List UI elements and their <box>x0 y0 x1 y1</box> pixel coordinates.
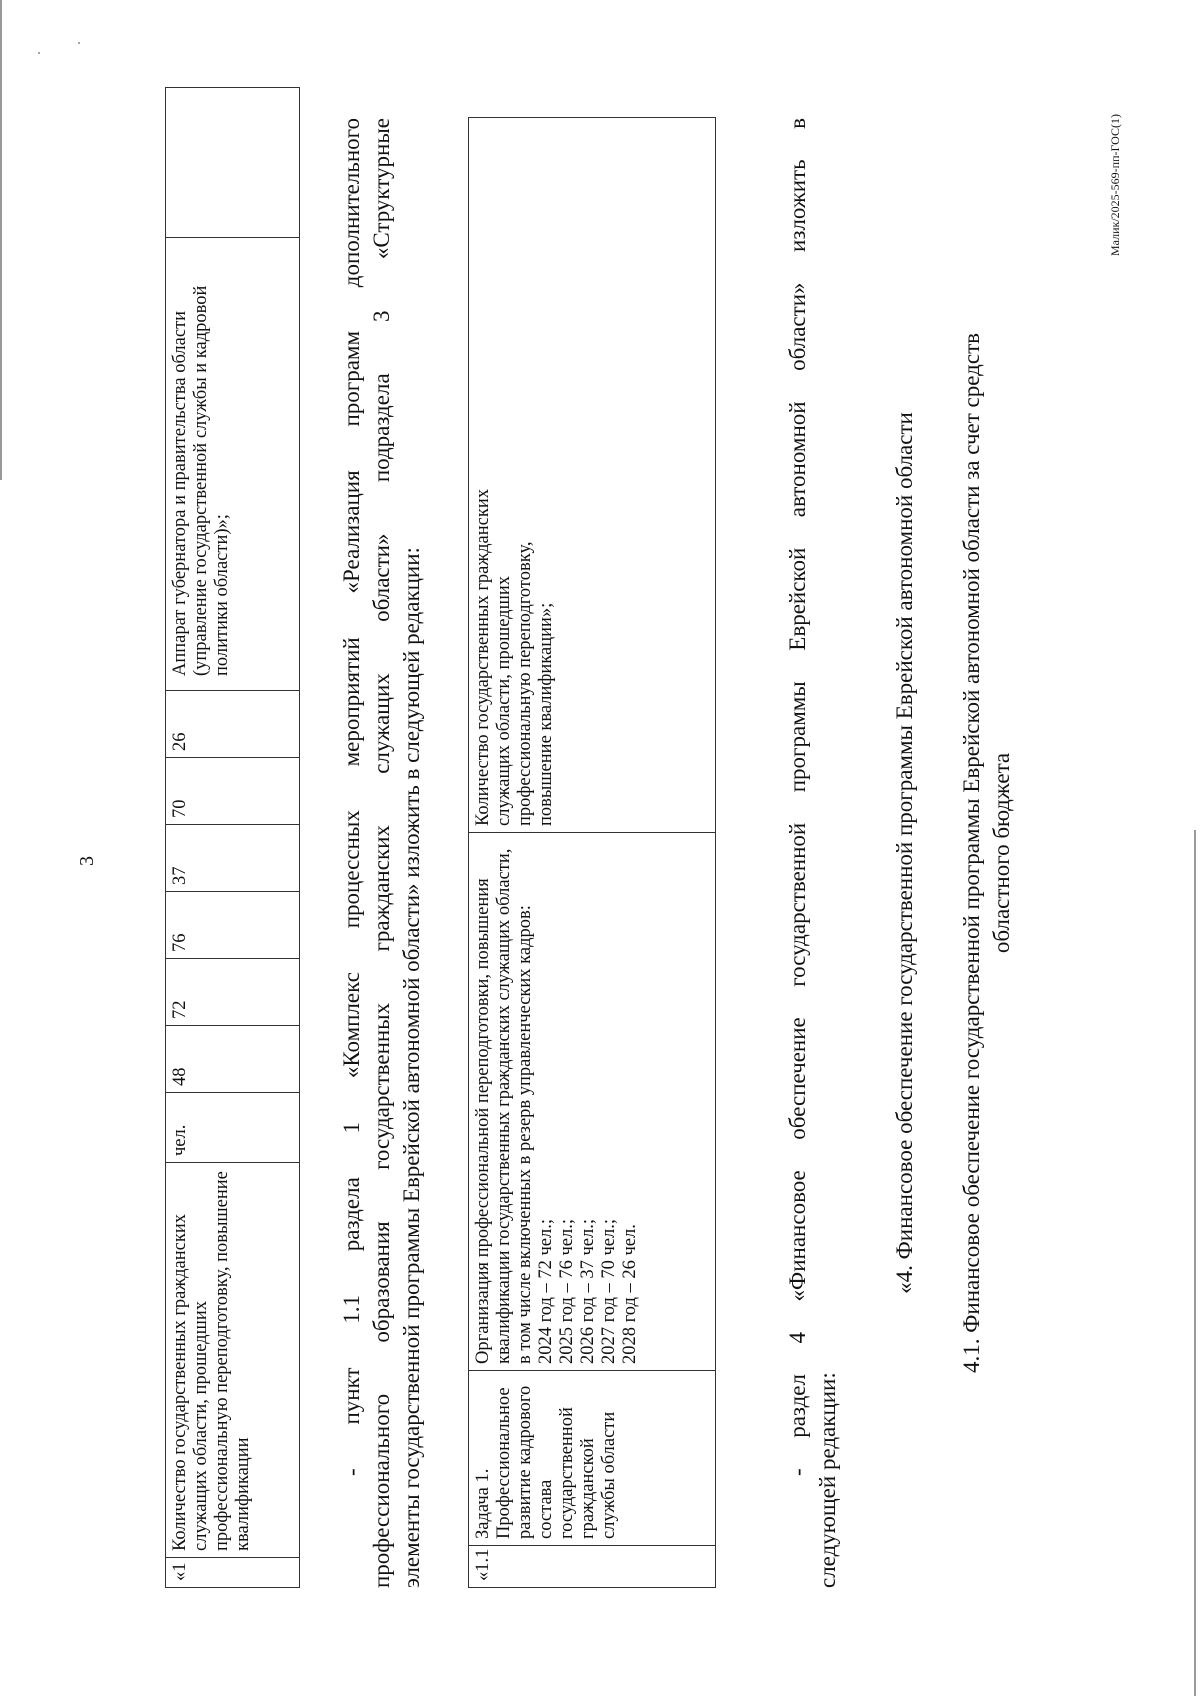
unit-cell: чел. <box>166 1093 300 1163</box>
extra-cell <box>166 88 300 238</box>
indicator-table <box>165 87 300 1588</box>
paragraph-line: профессионального образования государственных гражданских служащих области» подраздела 3 «Структурные <box>369 118 394 1588</box>
table-row <box>469 118 716 1588</box>
measure-intro: Организация профессиональной переподготовки, повышения квалификации государственных гражданских служащих области, в том числе включенных в резерв управленческих кадров: <box>473 848 535 1364</box>
year-line: 2026 год – 37 чел.; <box>578 1218 598 1364</box>
paragraph-line: элементы государственной программы Еврейской автономной области» изложить в следующей редакции: <box>399 547 424 1588</box>
heading-line: 4.1. Финансовое обеспечение государственной программы Еврейской автономной области за счет средств <box>959 333 984 1373</box>
value-cell: 72 <box>166 959 300 1026</box>
value-cell: 48 <box>166 1026 300 1093</box>
result-cell: Количество государственных гражданских служащих области, прошедших профессиональную переподготовку, повышение квалификации»; <box>469 118 716 833</box>
value-cell: 26 <box>166 691 300 758</box>
paragraph-amend-item-1-1 <box>337 118 427 1588</box>
subsection-4-1-heading <box>957 118 1017 1588</box>
year-line: 2028 год – 26 чел. <box>620 1224 640 1364</box>
value-cell: 37 <box>166 825 300 892</box>
heading-line: областного бюджета <box>989 752 1014 954</box>
page-number: 3 <box>76 856 98 866</box>
year-line: 2025 год – 76 чел.; <box>557 1218 577 1364</box>
table-row <box>166 88 300 1588</box>
task-cell: Задача 1. Профессиональное развитие кадрового состава государственной гражданской службы области <box>469 1371 716 1546</box>
row-number-cell: «1.1 <box>469 1546 716 1588</box>
measure-cell <box>469 833 716 1371</box>
year-line: 2027 год – 70 чел.; <box>599 1218 619 1364</box>
task-table <box>468 117 716 1588</box>
indicator-name-cell: Количество государственных гражданских служащих области, прошедших профессиональную переподготовку, повышение квалификации <box>166 1163 300 1558</box>
section-4-heading: «4. Финансовое обеспечение государственной программы Еврейской автономной области <box>892 412 917 1294</box>
paragraph-line: - раздел 4 «Финансовое обеспечение государственной программы Еврейской автономной области» изложить в <box>785 118 810 1476</box>
value-cell: 70 <box>166 758 300 825</box>
value-cell: 76 <box>166 892 300 959</box>
paragraph-amend-section-4 <box>783 118 843 1588</box>
year-line: 2024 год – 72 чел.; <box>536 1218 556 1364</box>
document-code: Малик/2025-569-пп-ГОС(1) <box>1108 114 1122 256</box>
responsible-cell: Аппарат губернатора и правительства области (управление государственной службы и кадровой политики области)»; <box>166 238 300 691</box>
paragraph-line: следующей редакции: <box>815 1372 840 1588</box>
paragraph-line: - пункт 1.1 раздела 1 «Комплекс процессных мероприятий «Реализация программ дополнительного <box>339 118 364 1476</box>
row-number-cell: «1 <box>166 1558 300 1588</box>
